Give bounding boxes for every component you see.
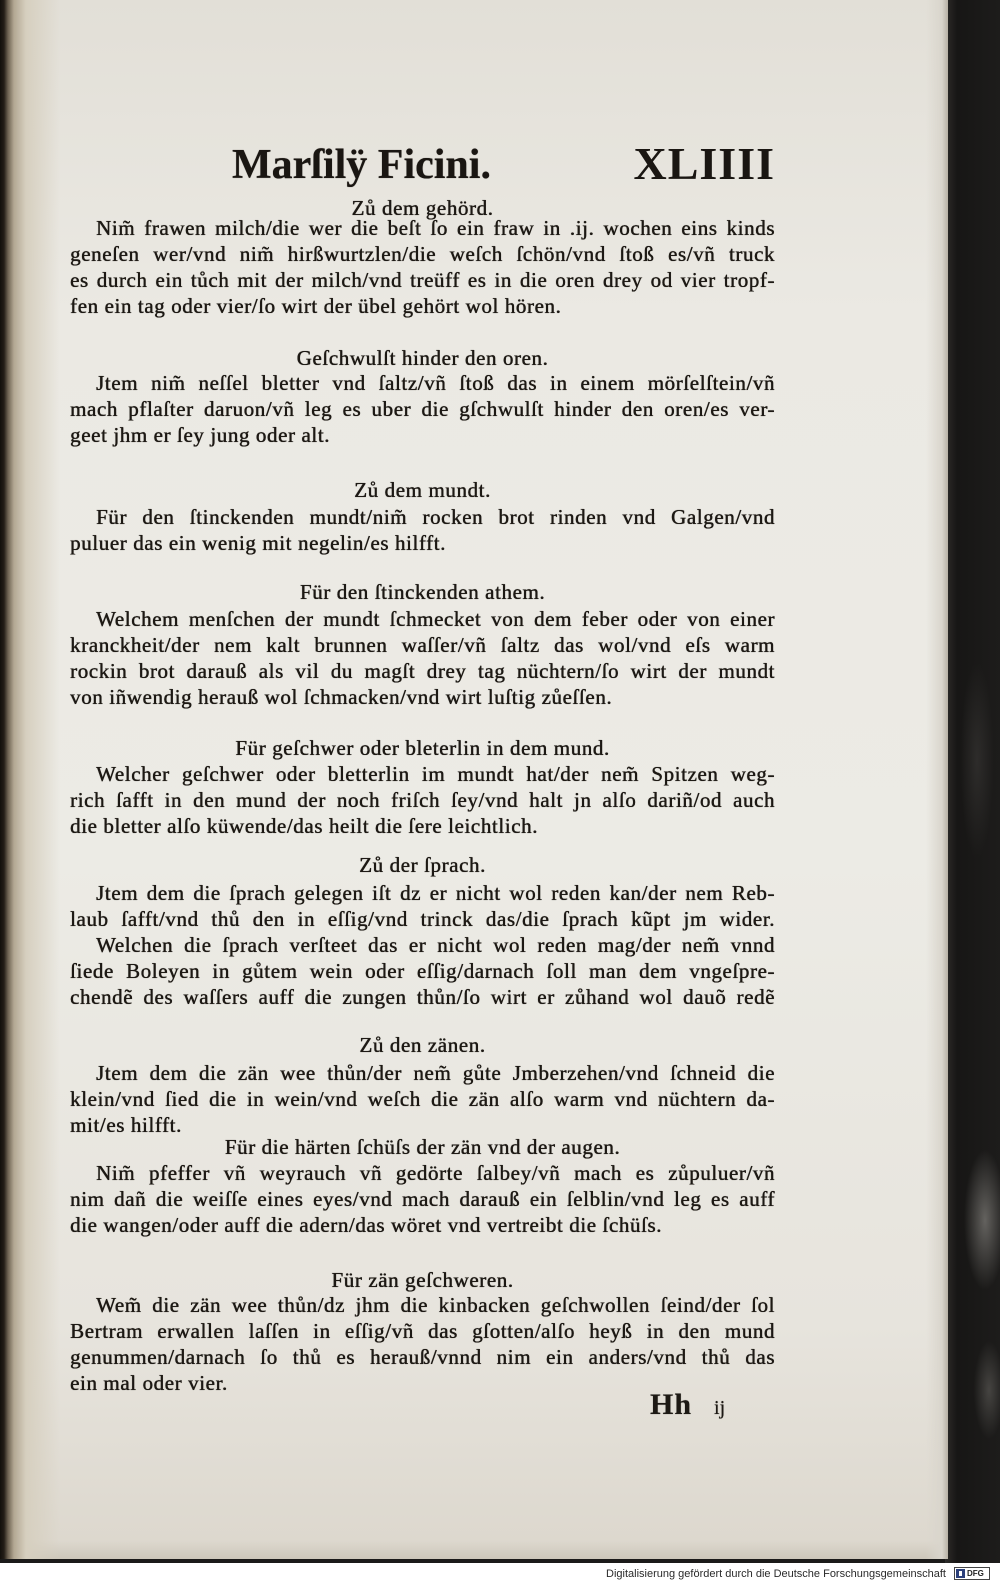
text-line: Welcher geſchwer oder bletterlin im mundt hat/der nem̃ Spitzen weg-	[96, 762, 775, 786]
funding-notice: Digitalisierung gefördert durch die Deutsche Forschungsgemeinschaft	[606, 1568, 946, 1580]
text-line: laub ſafft/vnd thů den in eſſig/vnd trinck das/die ſprach kũpt jm wider.	[70, 907, 775, 931]
dfg-logo	[954, 1567, 990, 1580]
signature-letters: Hh	[650, 1388, 693, 1421]
text-line: geneſen wer/vnd nim̃ hirßwurtzlen/die weſch ſchön/vnd ſtoß es/vñ truck	[70, 242, 775, 266]
signature-number: ij	[714, 1397, 726, 1419]
recipe-paragraph	[70, 932, 775, 1010]
text-line: Jtem dem die zän wee thůn/der nem̃ gůte Jmberzehen/vnd ſchneid die	[96, 1061, 775, 1085]
text-line: fen ein tag oder vier/ſo wirt der übel gehört wol hören.	[70, 294, 562, 318]
section-heading: Geſchwulſt hinder den oren.	[296, 346, 549, 370]
recipe-paragraph	[70, 215, 775, 319]
text-line: Für den ſtinckenden mundt/nim̃ rocken brot rinden vnd Galgen/vnd	[96, 505, 775, 529]
section-heading: Für den ſtinckenden athem.	[299, 580, 546, 604]
text-line: nim dañ die weiſſe eines eyes/vnd mach darauß ein ſelblin/vnd leg es auff	[70, 1187, 775, 1211]
text-line: rich ſafft in den mund der noch friſch ſey/vnd halt jn alſo dariñ/od auch	[70, 788, 775, 812]
text-line: Welchem menſchen der mundt ſchmecket von dem feber oder von einer	[96, 607, 775, 631]
text-line: puluer das ein wenig mit negelin/es hilfft.	[70, 531, 446, 555]
text-line: klein/vnd ſied die in wein/vnd weſch die zän alſo warm vnd nüchtern da-	[70, 1087, 775, 1111]
section-heading: Zů dem gehörd.	[351, 196, 494, 220]
footer-bar	[0, 1563, 1000, 1585]
text-line: ein mal oder vier.	[70, 1371, 228, 1395]
recipe-paragraph	[70, 1160, 775, 1238]
text-line: es durch ein tůch mit der milch/vnd treüff es in die oren drey od vier tropf-	[70, 268, 775, 292]
text-line: rockin brot darauß als vil du magſt drey tag nüchtern/ſo wirt der mundt	[70, 659, 775, 683]
text-line: Jtem dem die ſprach gelegen iſt dz er nicht wol reden kan/der nem Reb-	[96, 881, 775, 905]
section-heading: Für die härten ſchüſs der zän vnd der augen.	[224, 1135, 621, 1159]
text-line: Bertram erwallen laſſen in eſſig/vñ das gſotten/alſo heyß in den mund	[70, 1319, 775, 1343]
text-line: von iñwendig herauß wol ſchmacken/vnd wirt luſtig zůeſſen.	[70, 685, 613, 709]
text-line: Wem̃ die zän wee thůn/dz jhm die kinbacken geſchwollen ſeind/der ſol	[96, 1293, 775, 1317]
text-line: chendẽ des waſſers auff die zungen thůn/ſo wirt er zůhand wol dauõ redẽ	[70, 985, 775, 1009]
recipe-paragraph	[70, 606, 775, 710]
text-line: Nim̃ frawen milch/die wer die beſt ſo ein fraw in .ij. wochen eins kinds	[96, 216, 775, 240]
text-line: ſiede Boleyen in gůtem wein oder eſſig/darnach ſoll man dem vngeſpre-	[70, 959, 775, 983]
text-line: die wangen/oder auff die adern/das wöret vnd vertreibt die ſchüſs.	[70, 1213, 663, 1237]
recipe-paragraph	[70, 370, 775, 448]
text-line: genummen/darnach ſo thů es herauß/vnnd nim ein anders/vnd thů das	[70, 1345, 775, 1369]
text-line: geet jhm er ſey jung oder alt.	[70, 423, 331, 447]
text-line: Welchen die ſprach verſteet das er nicht wol reden mag/der nem̃ vnnd	[96, 933, 775, 957]
recipe-paragraph	[70, 1060, 775, 1138]
scan-backdrop	[945, 0, 1000, 1563]
folio-number: XLIIII	[633, 138, 775, 189]
text-line: mach pflaſter daruon/vñ leg es uber die gſchwulſt hinder den oren/es ver-	[70, 397, 775, 421]
recipe-paragraph	[70, 880, 775, 932]
section-heading: Für zän geſchweren.	[331, 1268, 514, 1292]
recipe-paragraph	[70, 761, 775, 839]
section-heading: Für geſchwer oder bleterlin in dem mund.	[235, 736, 610, 760]
recipe-paragraph	[70, 1292, 775, 1396]
section-heading: Zů der ſprach.	[359, 853, 486, 877]
dfg-logo-text: DFG	[967, 1569, 984, 1578]
text-line: mit/es hilfft.	[70, 1113, 182, 1137]
text-line: Jtem nim̃ neſſel bletter vnd ſaltz/vñ ſtoß das in einem mörſelſtein/vñ	[96, 371, 775, 395]
signature-mark	[650, 1388, 725, 1425]
running-title: Marſilÿ Ficini.	[232, 142, 491, 188]
recipe-paragraph	[70, 504, 775, 556]
text-line: kranckheit/der nem kalt brunnen waſſer/vñ ſaltz das wol/vnd eſs warm	[70, 633, 775, 657]
dfg-logo-icon	[956, 1569, 965, 1578]
text-line: Nim̃ pfeffer vñ weyrauch vñ gedörte ſalbey/vñ mach es zůpuluer/vñ	[96, 1161, 775, 1185]
section-heading: Zů den zänen.	[359, 1033, 486, 1057]
section-heading: Zů dem mundt.	[354, 478, 491, 502]
text-line: die bletter alſo küwende/das heilt die ſere leichtlich.	[70, 814, 539, 838]
